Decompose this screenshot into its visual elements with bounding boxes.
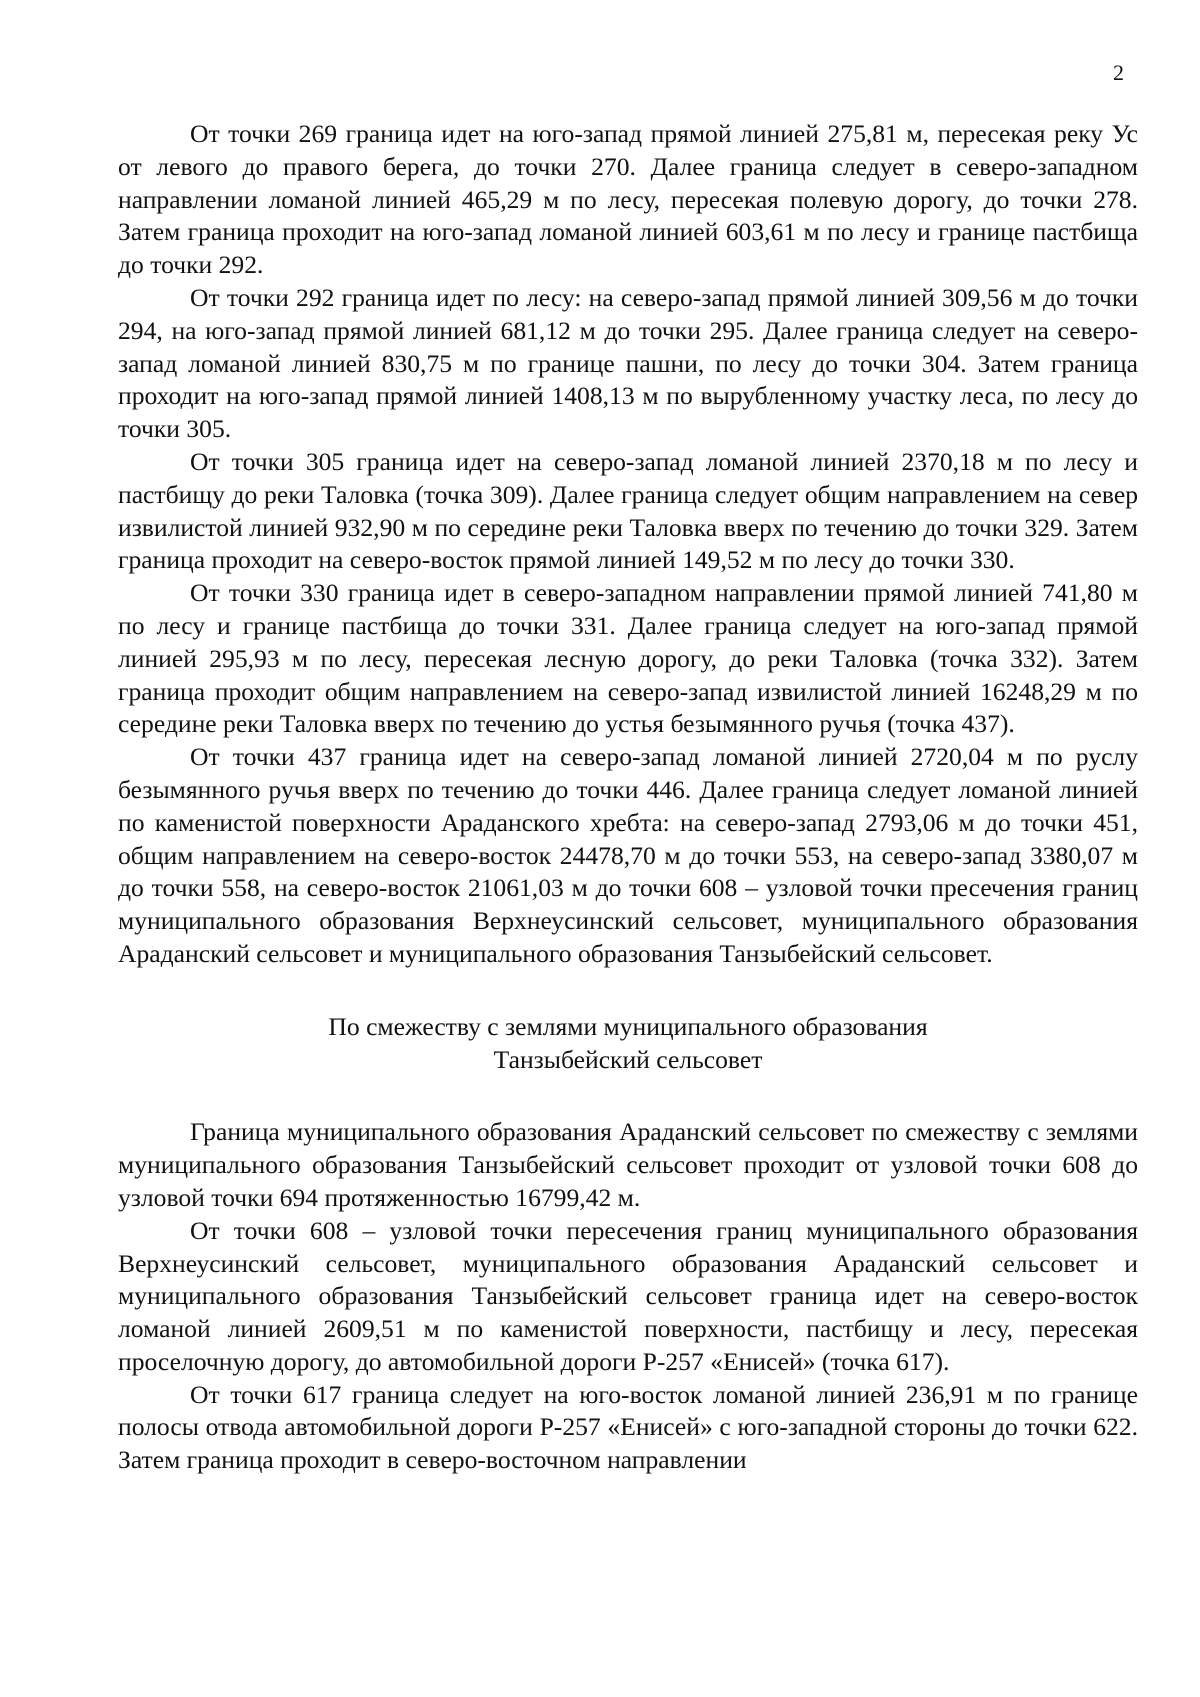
document-body xyxy=(118,118,1138,1477)
section-heading xyxy=(118,1011,1138,1077)
paragraph: От точки 292 граница идет по лесу: на северо-запад прямой линией 309,56 м до точки 294, на юго-запад прямой линией 681,12 м до точки 295. Далее граница следует на северо-запад ломаной линией 830,75 м по границе пашни, по лесу до точки 304. Затем граница проходит на юго-запад прямой линией 1408,13 м по вырубленному участку леса, по лесу до точки 305. xyxy=(118,282,1138,444)
paragraph: Граница муниципального образования Араданский сельсовет по смежеству с землями муниципального образования Танзыбейский сельсовет проходит от узловой точки 608 до узловой точки 694 протяженностью 16799,42 м. xyxy=(118,1117,1138,1212)
paragraph: От точки 330 граница идет в северо-западном направлении прямой линией 741,80 м по лесу и границе пастбища до точки 331. Далее граница следует на юго-запад прямой линией 295,93 м по лесу, пересекая лесную дорогу, до реки Таловка (точка 332). Затем граница проходит общим направлением на северо-запад извилистой линией 16248,29 м по середине реки Таловка вверх по течению до устья безымянного ручья (точка 437). xyxy=(118,578,1138,739)
paragraph: От точки 305 граница идет на северо-запад ломаной линией 2370,18 м по лесу и пастбищу до реки Таловка (точка 309). Далее граница следует общим направлением на север извилистой линией 932,90 м по середине реки Таловка вверх по течению до точки 329. Затем граница проходит на северо-восток прямой линией 149,52 м по лесу до точки 330. xyxy=(118,446,1138,575)
section-heading-line-1: По смежеству с землями муниципального образования xyxy=(328,1011,928,1041)
paragraph: От точки 269 граница идет на юго-запад прямой линией 275,81 м, пересекая реку Ус от левого до правого берега, до точки 270. Далее граница следует в северо-западном направлении ломаной линией 465,29 м по лесу, пересекая полевую дорогу, до точки 278. Затем граница проходит на юго-запад ломаной линией 603,61 м по лесу и границе пастбища до точки 292. xyxy=(118,119,1138,280)
section-heading-line-2: Танзыбейский сельсовет xyxy=(493,1044,763,1074)
paragraph: От точки 608 – узловой точки пересечения границ муниципального образования Верхнеусинский сельсовет, муниципального образования Араданский сельсовет и муниципального образования Танзыбейский сельсовет граница идет на северо-восток ломаной линией 2609,51 м по каменистой поверхности, пастбищу и лесу, пересекая проселочную дорогу, до автомобильной дороги Р-257 «Енисей» (точка 617). xyxy=(118,1215,1138,1376)
paragraph: От точки 437 граница идет на северо-запад ломаной линией 2720,04 м по руслу безымянного ручья вверх по течению до точки 446. Далее граница следует ломаной линией по каменистой поверхности Араданского хребта: на северо-запад 2793,06 м до точки 451, общим направлением на северо-восток 24478,70 м до точки 553, на северо-запад 3380,07 м до точки 558, на северо-восток 21061,03 м до точки 608 – узловой точки пресечения границ муниципального образования Верхнеусинский сельсовет, муниципального образования Араданский сельсовет и муниципального образования Танзыбейский сельсовет. xyxy=(118,742,1138,968)
page-number: 2 xyxy=(1113,60,1124,85)
paragraph: От точки 617 граница следует на юго-восток ломаной линией 236,91 м по границе полосы отвода автомобильной дороги Р-257 «Енисей» с юго-западной стороны до точки 622. Затем граница проходит в северо-восточном направлении xyxy=(118,1379,1138,1475)
